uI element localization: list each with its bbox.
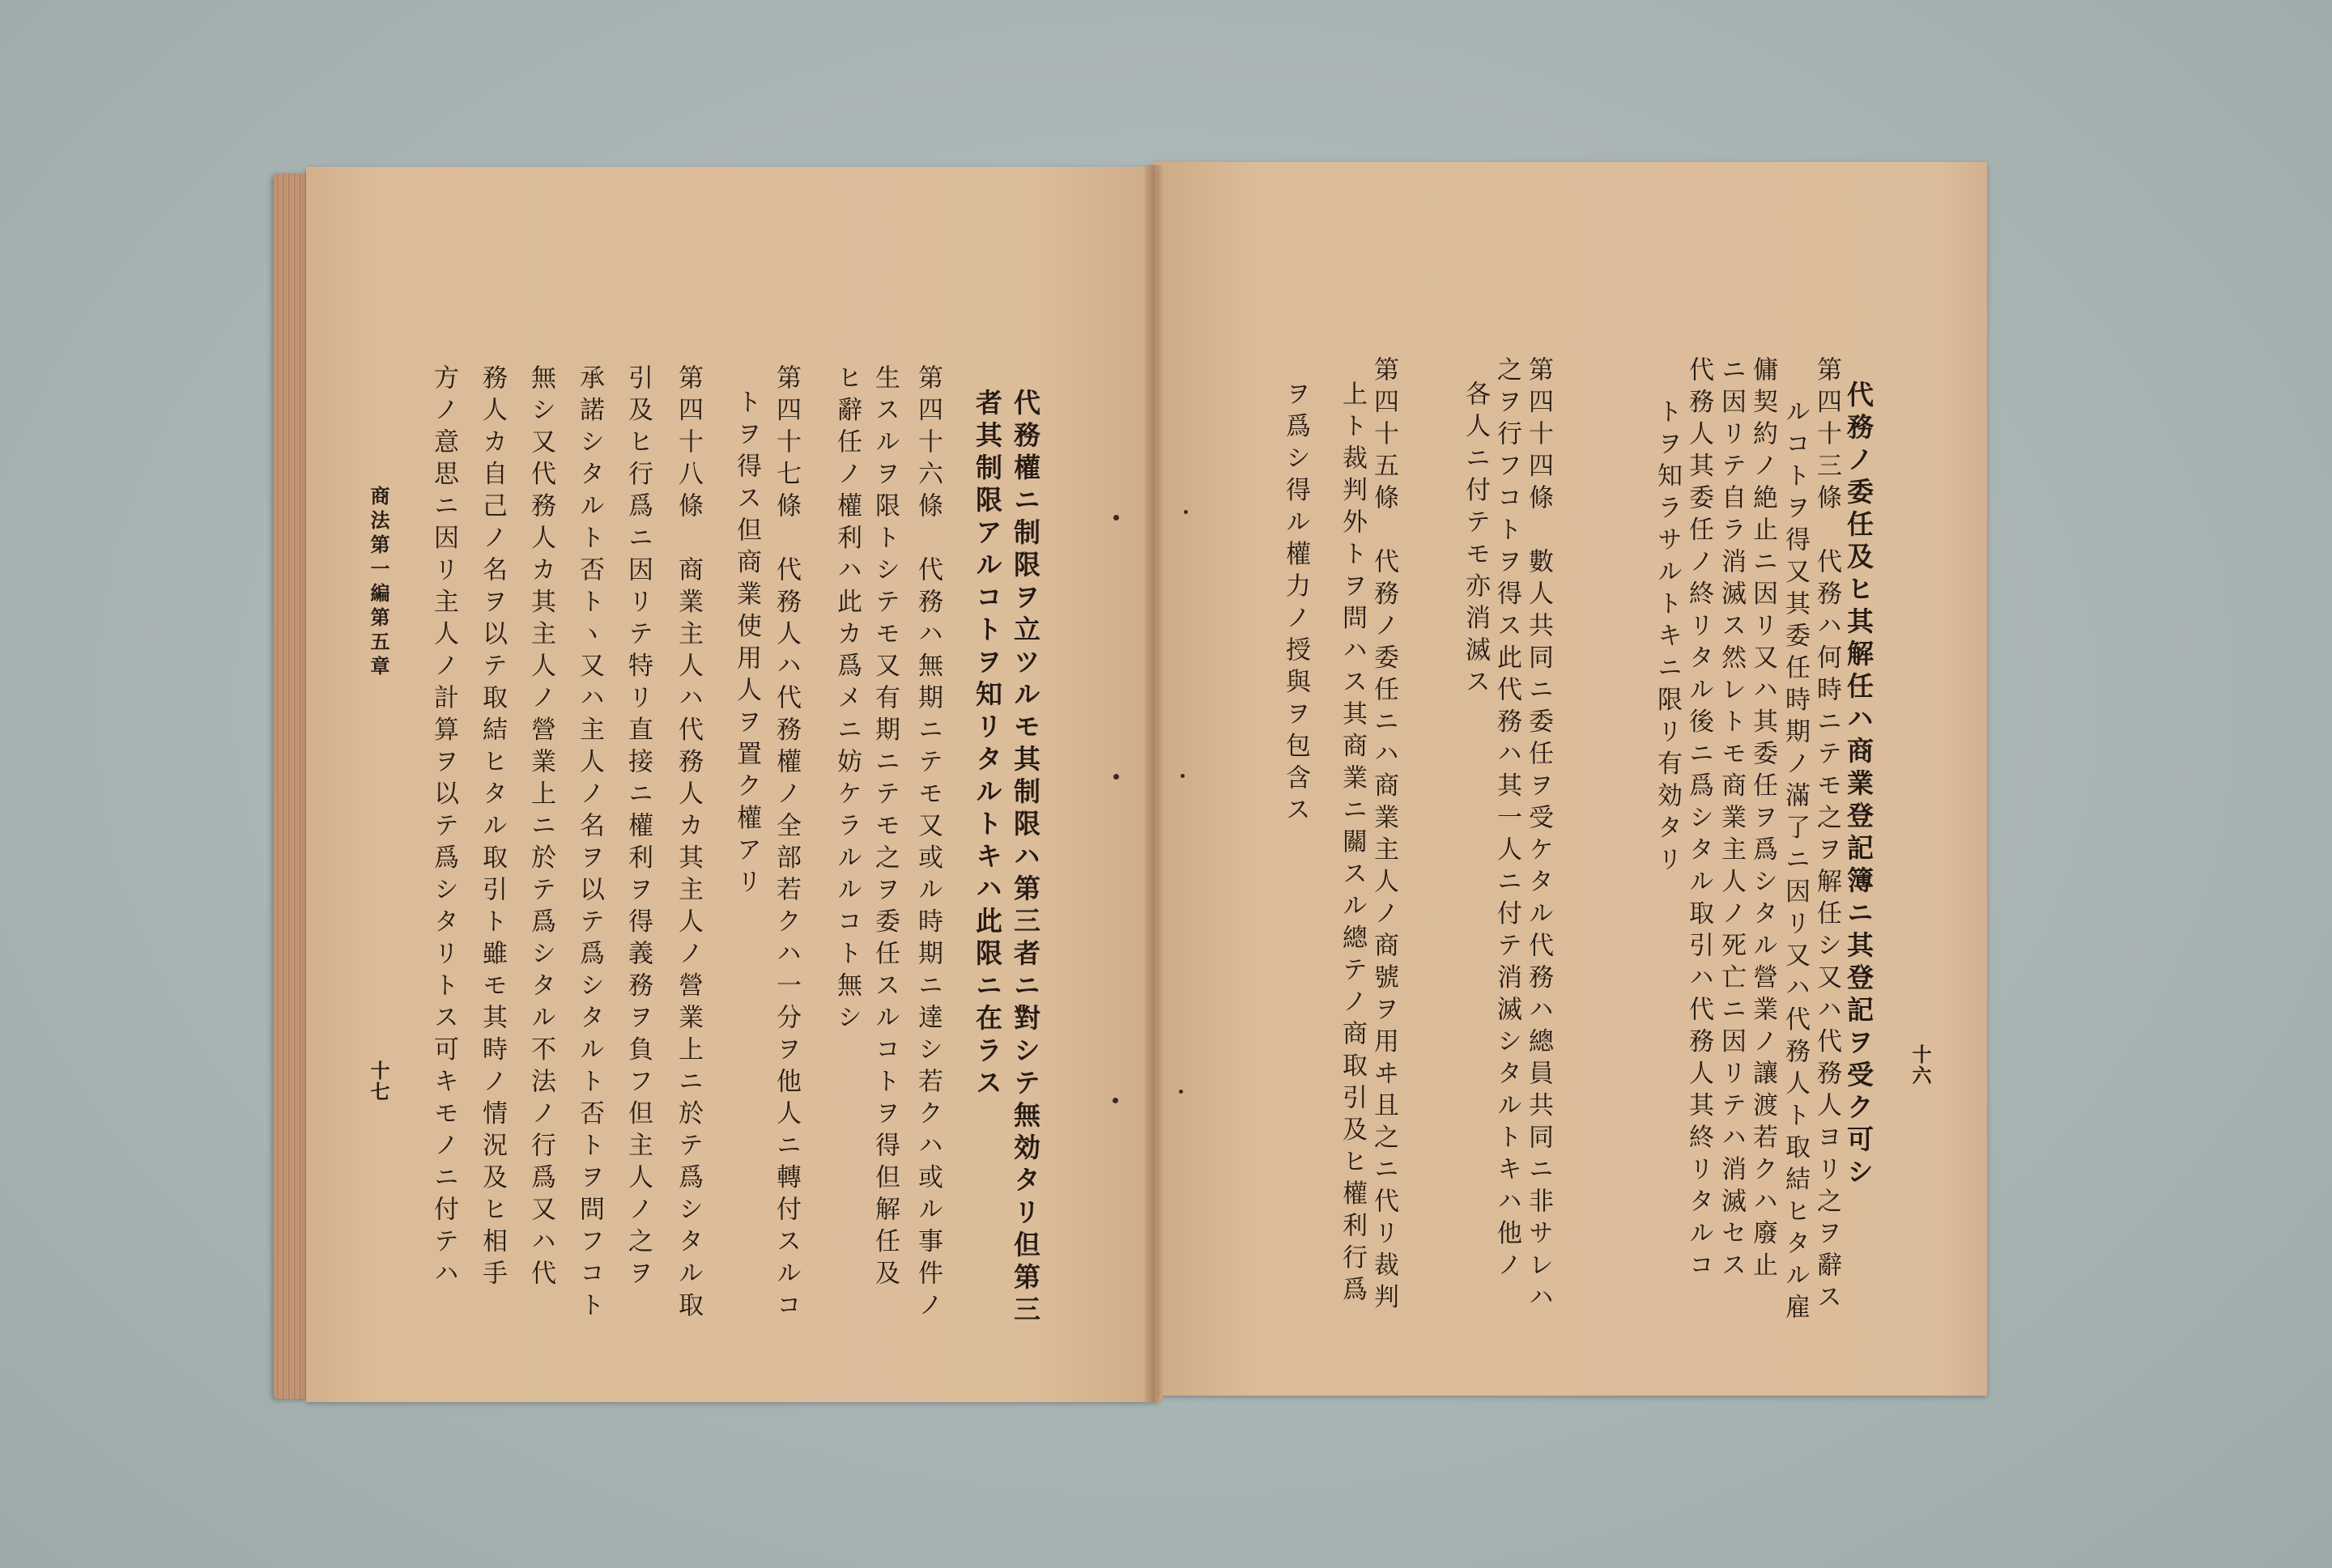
text-column: 生スルヲ限トシテモ又有期ニテモ之ヲ委任スルコトヲ得但解任及 bbox=[870, 364, 900, 1292]
page-number: 十六 bbox=[1909, 1044, 1932, 1086]
text-column: 之ヲ行フコトヲ得ス此代務ハ其一人ニ付テ消滅シタルトキハ他ノ bbox=[1492, 356, 1521, 1284]
text-column: ニ因リテ自ラ消滅ス然レトモ商業主人ノ死亡ニ因リテハ消滅セス bbox=[1717, 356, 1746, 1284]
text-column: 上ト裁判外トヲ問ハス其商業ニ關スル總テノ商取引及ヒ權利行爲 bbox=[1338, 380, 1367, 1308]
stitch-hole bbox=[1184, 510, 1188, 514]
text-column: 務人カ自己ノ名ヲ以テ取結ヒタル取引ト雖モ其時ノ情況及ヒ相手 bbox=[478, 364, 507, 1292]
stitch-hole bbox=[1113, 774, 1119, 780]
text-column: ヒ辭任ノ權利ハ此カ爲メニ妨ケラルルコト無シ bbox=[832, 364, 862, 1036]
book-gutter bbox=[1145, 165, 1163, 1402]
text-column: 代務人其委任ノ終リタル後ニ爲シタル取引ハ代務人其終リタルコ bbox=[1684, 356, 1713, 1284]
stitch-hole bbox=[1113, 1098, 1118, 1103]
text-column: トヲ得ス但商業使用人ヲ置ク權アリ bbox=[732, 389, 761, 900]
text-column: 承諾シタルト否トヽ又ハ主人ノ名ヲ以テ爲シタルト否トヲ問フコト bbox=[575, 364, 604, 1324]
text-column: 引及ヒ行爲ニ因リテ特リ直接ニ權利ヲ得義務ヲ負フ但主人ノ之ヲ bbox=[623, 364, 653, 1292]
stitch-hole bbox=[1181, 774, 1185, 778]
text-column: 第四十四條 數人共同ニ委任ヲ受ケタル代務ハ總員共同ニ非サレハ bbox=[1524, 356, 1553, 1315]
page-number: 十七 bbox=[367, 1060, 390, 1103]
stitch-hole bbox=[1179, 1090, 1183, 1094]
text-column: ヲ爲シ得ル權力ノ授與ヲ包含ス bbox=[1281, 380, 1310, 828]
running-head: 商法第一編第五章 bbox=[367, 486, 390, 680]
fold-line bbox=[1157, 170, 1160, 1397]
text-column: 第四十八條 商業主人ハ代務人カ其主人ノ營業上ニ於テ爲シタル取 bbox=[674, 364, 703, 1324]
text-column: ルコトヲ得又其委任時期ノ滿了ニ因リ又ハ代務人ト取結ヒタル雇 bbox=[1781, 398, 1810, 1326]
fold-line bbox=[1151, 170, 1153, 1397]
text-column: 無シ又代務人カ其主人ノ營業上ニ於テ爲シタル不法ノ行爲又ハ代 bbox=[526, 364, 555, 1292]
text-column: 第四十六條 代務ハ無期ニテモ又或ル時期ニ達シ若クハ或ル事件ノ bbox=[913, 364, 943, 1324]
text-column: 者其制限アルコトヲ知リタルトキハ此限ニ在ラス bbox=[972, 389, 1003, 1101]
text-column: 第四十三條 代務ハ何時ニテモ之ヲ解任シ又ハ代務人ヨリ之ヲ辭ス bbox=[1812, 356, 1841, 1315]
text-column: 傭契約ノ絶止ニ因リ又ハ其委任ヲ爲シタル營業ノ讓渡若クハ廢止 bbox=[1748, 356, 1777, 1284]
text-column: トヲ知ラサルトキニ限リ有効タリ bbox=[1653, 398, 1682, 878]
text-column: 第四十七條 代務人ハ代務權ノ全部若クハ一分ヲ他人ニ轉付スルコ bbox=[772, 364, 801, 1324]
text-column: 第四十五條 代務ノ委任ニハ商業主人ノ商號ヲ用ヰ且之ニ代リ裁判 bbox=[1369, 356, 1398, 1315]
stitch-hole bbox=[1113, 515, 1119, 521]
text-column: 代務權ニ制限ヲ立ツルモ其制限ハ第三者ニ對シテ無効タリ但第三 bbox=[1010, 389, 1041, 1328]
text-column: 代務ノ委任及ヒ其解任ハ商業登記簿ニ其登記ヲ受ク可シ bbox=[1843, 380, 1875, 1190]
text-column: 各人ニ付テモ亦消滅ス bbox=[1461, 380, 1490, 700]
text-column: 方ノ意思ニ因リ主人ノ計算ヲ以テ爲シタリトス可キモノニ付テハ bbox=[429, 364, 458, 1292]
page-edge-stack bbox=[274, 173, 308, 1399]
